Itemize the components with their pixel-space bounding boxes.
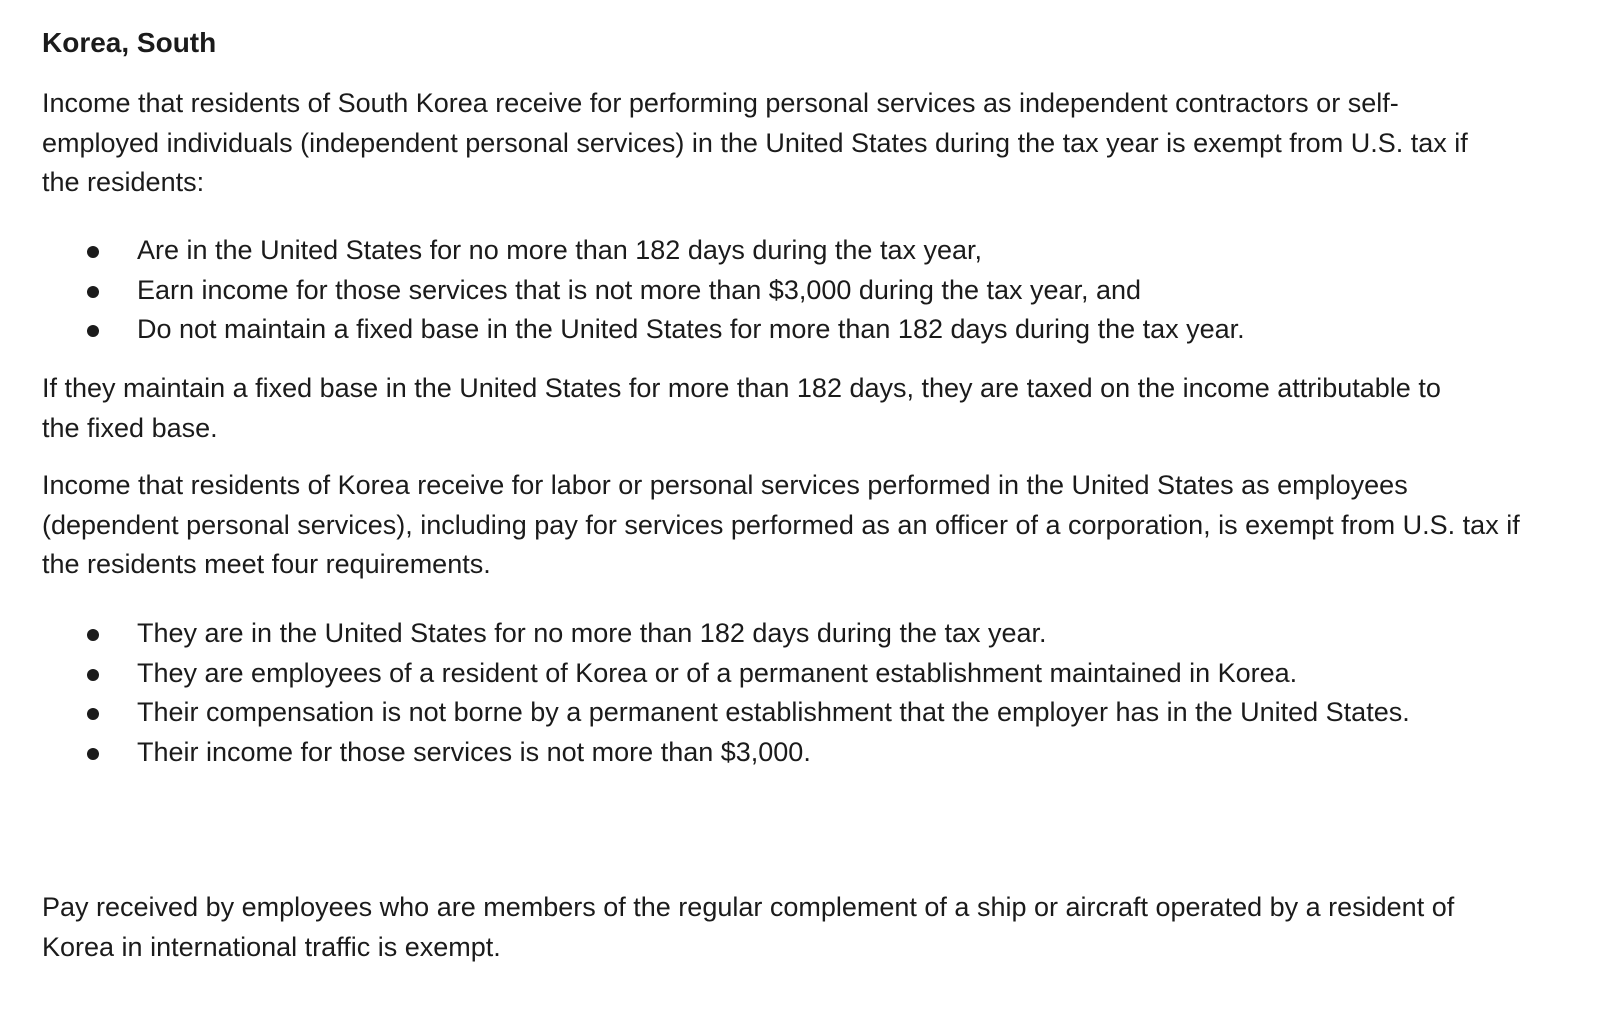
- bullet-icon: [87, 708, 99, 720]
- list-item-text: Are in the United States for no more than 182 days during the tax year,: [137, 235, 983, 265]
- ship-aircraft-paragraph: Pay received by employees who are members of the regular complement of a ship or aircraft operated by a resident of Korea in international traffic is exempt.: [42, 892, 1455, 962]
- list-item-text: Earn income for those services that is not more than $3,000 during the tax year, and: [137, 274, 1142, 305]
- list-item: [42, 614, 1492, 654]
- bullet-icon: [87, 629, 99, 641]
- list-item: [42, 231, 1542, 271]
- bullet-icon: [87, 286, 99, 298]
- bullet-icon: [87, 325, 99, 337]
- list-item-text: They are employees of a resident of Korea or of a permanent establishment maintained in Korea.: [137, 657, 1298, 688]
- list-item: [42, 654, 1492, 694]
- dependent-services-paragraph: Income that residents of Korea receive for labor or personal services performed in the United States as employees (dependent personal services), including pay for services performed as an officer of a corporation, is exempt from U.S. tax if the residents meet four requirements.: [42, 470, 1520, 579]
- bullet-icon: [87, 669, 99, 681]
- section-heading: Korea, South: [42, 27, 217, 58]
- list-item: [42, 693, 1492, 733]
- list-item-text: Their income for those services is not more than $3,000.: [137, 736, 811, 767]
- intro-paragraph-independent-services: Income that residents of South Korea receive for performing personal services as independent contractors or self-employed individuals (independent personal services) in the United States during the tax year is exempt from U.S. tax if the residents:: [42, 88, 1468, 197]
- dependent-services-requirements-list: [42, 614, 1492, 772]
- bullet-icon: [87, 748, 99, 760]
- independent-services-requirements-list: [42, 231, 1542, 350]
- list-item-text: Do not maintain a fixed base in the United States for more than 182 days during the tax year.: [137, 314, 1245, 344]
- bullet-icon: [87, 246, 99, 258]
- list-item: [42, 271, 1542, 311]
- list-item: [42, 733, 1492, 773]
- list-item-text: They are in the United States for no more than 182 days during the tax year.: [137, 618, 1047, 648]
- list-item-text: Their compensation is not borne by a permanent establishment that the employer has in the United States.: [137, 697, 1410, 727]
- list-item: [42, 310, 1542, 350]
- fixed-base-paragraph: If they maintain a fixed base in the United States for more than 182 days, they are taxed on the income attributable to the fixed base.: [42, 373, 1441, 443]
